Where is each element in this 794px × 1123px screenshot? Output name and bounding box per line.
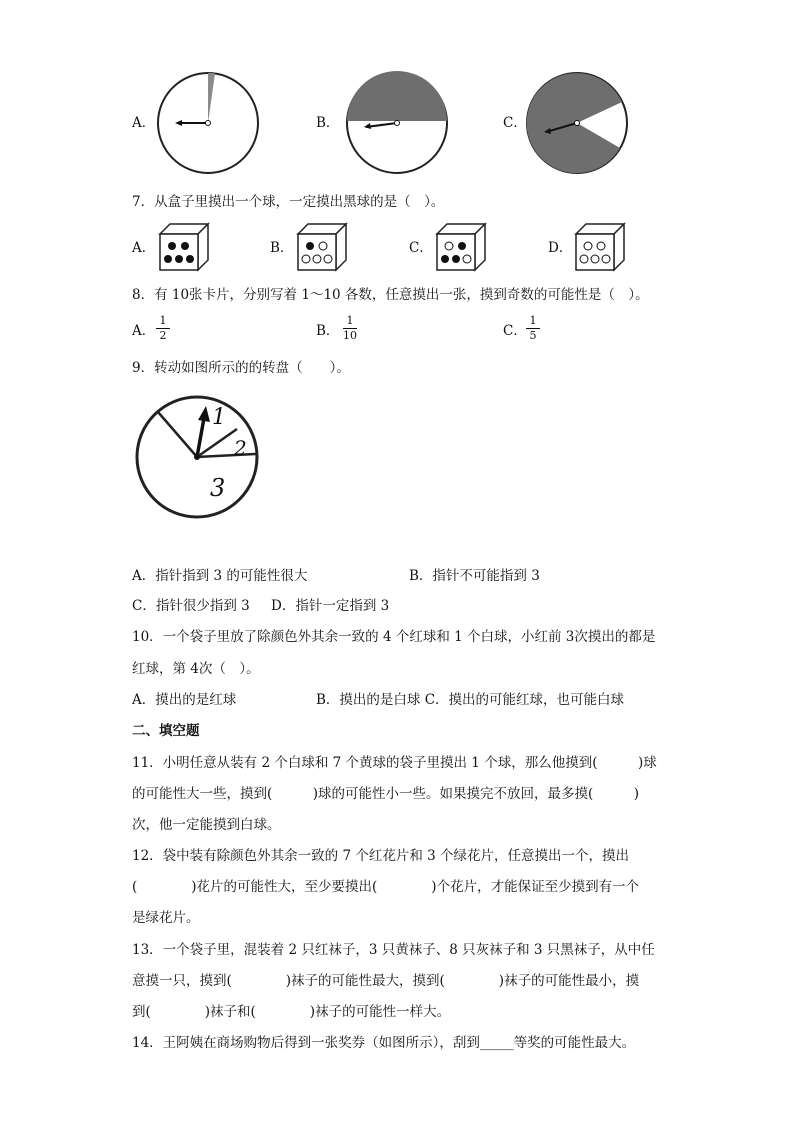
q11-line1: 11．小明任意从装有 2 个白球和 7 个黄球的袋子里摸出 1 个球，那么他摸到( )球 <box>132 755 657 771</box>
q9-option-b: B．指针不可能指到 3 <box>409 568 540 584</box>
q6-spinner-b <box>344 70 450 176</box>
q8-option-c-label: C． <box>503 323 527 339</box>
q7-box-a-icon <box>158 222 210 272</box>
q8-c-numerator: 1 <box>529 314 537 327</box>
q12-line2: ( )花片的可能性大，至少要摸出( )个花片，才能保证至少摸到有一个 <box>132 879 640 895</box>
q8-c-denominator: 5 <box>529 329 537 342</box>
q8-option-a-label: A． <box>132 323 156 339</box>
q12-line1: 12．袋中装有除颜色外其余一致的 7 个红花片和 3 个绿花片，任意摸出一个，摸出 <box>132 848 630 864</box>
q9-option-a: A．指针指到 3 的可能性很大 <box>132 568 308 584</box>
q10-question-line1: 10．一个袋子里放了除颜色外其余一致的 4 个红球和 1 个白球，小红前 3次摸出的都是 <box>132 629 656 645</box>
q11-line3: 次，他一定能摸到白球。 <box>132 817 281 833</box>
q10-question-line2: 红球，第 4次（ ）。 <box>132 661 260 677</box>
q6-option-b-label: B． <box>316 115 340 131</box>
q6-spinner-c <box>524 70 630 176</box>
q12-line3: 是绿花片。 <box>132 910 200 926</box>
q8-b-numerator: 1 <box>346 314 354 327</box>
q8-a-denominator: 2 <box>159 329 167 342</box>
q7-option-a-label: A． <box>132 240 156 256</box>
q8-option-b-fraction <box>339 315 361 342</box>
q8-option-a-fraction <box>152 315 174 342</box>
q13-line3: 到( )袜子和( )袜子的可能性一样大。 <box>132 1004 451 1020</box>
q13-line2: 意摸一只，摸到( )袜子的可能性最大，摸到( )袜子的可能性最小，摸 <box>132 973 640 989</box>
section-title-fill-blank: 二、填空题 <box>132 723 200 739</box>
q7-option-d-label: D． <box>548 240 573 256</box>
q8-b-denominator: 10 <box>343 329 357 342</box>
q9-option-d: D．指针一定指到 3 <box>271 598 390 614</box>
q10-option-bc: B．摸出的是白球 C．摸出的可能红球，也可能白球 <box>316 692 625 708</box>
q9-question: 9．转动如图所示的的转盘（ ）。 <box>132 360 350 376</box>
q13-line1: 13．一个袋子里，混装着 2 只红袜子，3 只黄袜子、8 只灰袜子和 3 只黑袜子，从中任 <box>132 942 655 958</box>
q9-option-c: C．指针很少指到 3 <box>132 598 250 614</box>
q11-line2: 的可能性大一些，摸到( )球的可能性小一些。如果摸完不放回，最多摸( ) <box>132 786 640 802</box>
q7-box-b-icon <box>296 222 348 272</box>
q7-box-c-icon <box>435 222 487 272</box>
q7-option-b-label: B． <box>270 240 294 256</box>
q6-option-a-label: A． <box>132 115 156 131</box>
q9-sector-1-label: 1 <box>212 405 226 430</box>
q8-question: 8．有 10张卡片，分别写着 1～10 各数，任意摸出一张，摸到奇数的可能性是（ ）。 <box>132 287 649 303</box>
q7-box-d-icon <box>574 222 626 272</box>
q8-option-c-fraction <box>522 315 544 342</box>
q7-question: 7．从盒子里摸出一个球，一定摸出黑球的是（ ）。 <box>132 194 445 210</box>
q8-a-numerator: 1 <box>159 314 167 327</box>
q9-sector-3-label: 3 <box>210 474 226 502</box>
q14-question: 14．王阿姨在商场购物后得到一张奖券（如图所示），刮到_____等奖的可能性最大。 <box>132 1035 636 1051</box>
q6-spinner-a <box>155 70 261 176</box>
q9-sector-2-label: 2 <box>234 436 247 460</box>
q9-spinner-figure <box>134 392 264 522</box>
q7-option-c-label: C． <box>409 240 433 256</box>
q8-option-b-label: B． <box>316 323 340 339</box>
q10-option-a: A．摸出的是红球 <box>132 692 237 708</box>
q6-option-c-label: C． <box>503 115 527 131</box>
